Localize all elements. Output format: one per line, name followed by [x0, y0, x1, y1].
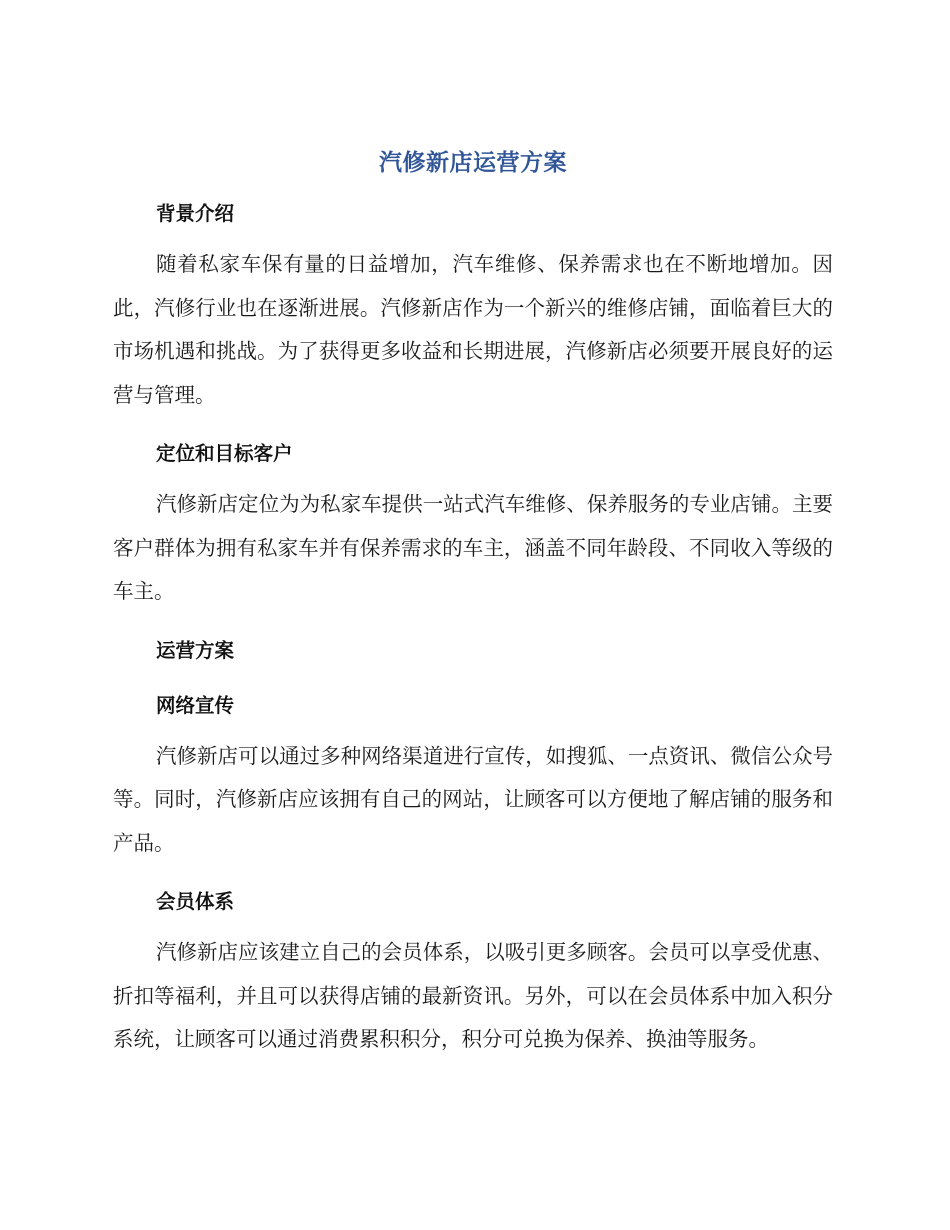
section-paragraph-membership: 汽修新店应该建立自己的会员体系，以吸引更多顾客。会员可以享受优惠、折扣等福利，并且可以获得店铺的最新资讯。另外，可以在会员体系中加入积分系统，让顾客可以通过消费累积积分，积分可兑换为保养、换油等服务。 [113, 940, 833, 1051]
section-heading-background: 背景介绍 [156, 202, 235, 225]
section-heading-positioning: 定位和目标客户 [156, 442, 293, 465]
section-paragraph-positioning: 汽修新店定位为为私家车提供一站式汽车维修、保养服务的专业店铺。主要客户群体为拥有私家车并有保养需求的车主，涵盖不同年龄段、不同收入等级的车主。 [113, 492, 833, 603]
section-heading-membership: 会员体系 [156, 890, 235, 913]
section-heading-online-promotion: 网络宣传 [156, 693, 235, 717]
section-heading-operations: 运营方案 [156, 638, 235, 662]
document-title: 汽修新店运营方案 [379, 150, 567, 176]
section-paragraph-online-promotion: 汽修新店可以通过多种网络渠道进行宣传，如搜狐、一点资讯、微信公众号等。同时，汽修新店应该拥有自己的网站，让顾客可以方便地了解店铺的服务和产品。 [113, 743, 833, 855]
section-paragraph-background: 随着私家车保有量的日益增加，汽车维修、保养需求也在不断地增加。因此，汽修行业也在逐渐进展。汽修新店作为一个新兴的维修店铺，面临着巨大的市场机遇和挑战。为了获得更多收益和长期进展，汽修新店必须要开展良好的运营与管理。 [113, 252, 833, 407]
document-body [113, 142, 833, 1062]
